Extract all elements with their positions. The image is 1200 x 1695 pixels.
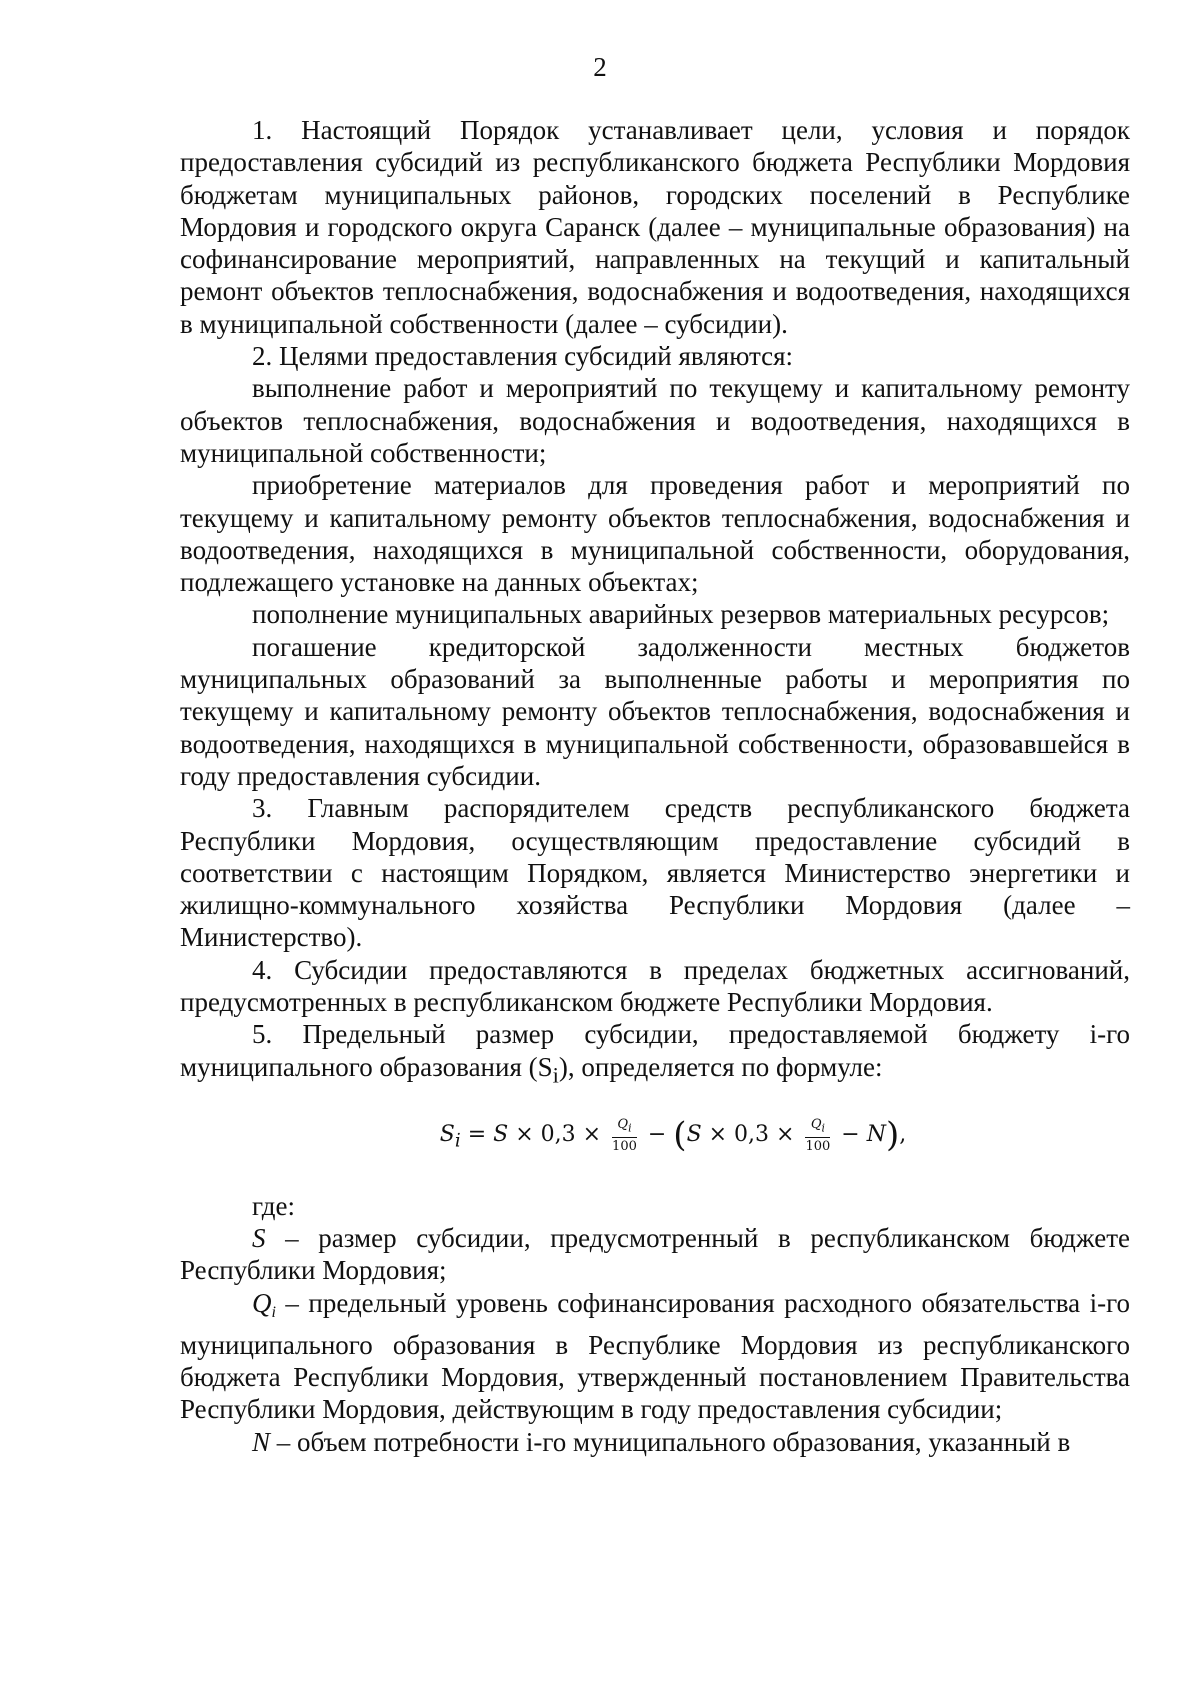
fraction-2-numerator bbox=[805, 1117, 830, 1138]
definition-q bbox=[180, 1287, 1130, 1426]
paragraph-3: 3. Главным распорядителем средств республиканского бюджета Республики Мордовия, осуществляющим предоставление субсидий в соответствии с настоящим Порядком, является Министерство энергетики и жилищно-коммунального хозяйства Республики Мордовия (далее – Министерство). bbox=[180, 793, 1130, 953]
formula-lhs: S bbox=[439, 1122, 455, 1148]
where-label: где: bbox=[252, 1190, 295, 1221]
formula-s-2: S bbox=[686, 1122, 702, 1148]
fraction-1-q: Q bbox=[617, 1117, 629, 1132]
formula-n: N bbox=[866, 1122, 886, 1148]
formula-lhs-subscript: i bbox=[454, 1130, 461, 1152]
fraction-1-denominator: 100 bbox=[612, 1138, 637, 1154]
paragraph-4: 4. Субсидии предоставляются в пределах бюджетных ассигнований, предусмотренных в республиканском бюджете Республики Мордовия. bbox=[180, 954, 1130, 1018]
formula-coef-2: × 0,3 × bbox=[701, 1122, 802, 1148]
paragraph-2-item-4: погашение кредиторской задолженности местных бюджетов муниципальных образований за выполненные работы и мероприятия по текущему и капитальному ремонту объектов теплоснабжения, водоснабжения и водоотведения, находящихся в муниципальной собственности, образовавшейся в году предоставления субсидии. bbox=[180, 631, 1130, 791]
formula-minus-2: − bbox=[834, 1122, 867, 1148]
paragraph-2: 2. Целями предоставления субсидий являются: bbox=[252, 341, 794, 372]
definition-n-text: – объем потребности i-го муниципального образования, указанный в bbox=[270, 1426, 1071, 1457]
paragraph-2-item-1: выполнение работ и мероприятий по текущему и капитальному ремонту объектов теплоснабжения, водоснабжения и водоотведения, находящихся в муниципальной собственности; bbox=[180, 373, 1130, 468]
paragraph-1: 1. Настоящий Порядок устанавливает цели, условия и порядок предоставления субсидий из республиканского бюджета Республики Мордовия бюджетам муниципальных районов, городских поселений в Республике Мордовия и городского округа Саранск (далее – муниципальные образования) на софинансирование мероприятий, направленных на текущий и капитальный ремонт объектов теплоснабжения, водоснабжения и водоотведения, находящихся в муниципальной собственности (далее – субсидии). bbox=[180, 115, 1130, 339]
paragraph-5-text-a: 5. Предельный размер субсидии, предоставляемой бюджету i-го муниципального образования (S bbox=[180, 1019, 1130, 1082]
formula-coef-1: × 0,3 × bbox=[508, 1122, 609, 1148]
page-number: 2 bbox=[593, 52, 607, 82]
fraction-1-numerator bbox=[612, 1117, 637, 1138]
definition-s-text: – размер субсидии, предусмотренный в республиканском бюджете Республики Мордовия; bbox=[180, 1222, 1130, 1286]
subsidy-formula bbox=[180, 1115, 1130, 1161]
definition-s bbox=[180, 1222, 1130, 1287]
document-body bbox=[180, 114, 1130, 1458]
formula-s-1: S bbox=[493, 1122, 509, 1148]
formula-open-paren: ( bbox=[673, 1115, 687, 1156]
fraction-2-q: Q bbox=[810, 1117, 822, 1132]
formula-tail: , bbox=[899, 1122, 907, 1148]
paragraph-2-item-2: приобретение материалов для проведения работ и мероприятий по текущему и капитальному ремонту объектов теплоснабжения, водоснабжения и водоотведения, находящихся в муниципальной собственности, оборудования, подлежащего установке на данных объектах; bbox=[180, 470, 1130, 598]
paragraph-5-text-b: ), определяется по формуле: bbox=[558, 1051, 883, 1082]
formula-fraction-2 bbox=[805, 1117, 830, 1154]
paragraph-2-item-3: пополнение муниципальных аварийных резервов материальных ресурсов; bbox=[252, 599, 1110, 630]
formula-equals: = bbox=[460, 1122, 494, 1148]
definition-q-subscript: i bbox=[271, 1303, 276, 1321]
definition-s-symbol: S bbox=[252, 1222, 266, 1253]
formula-minus-1: − bbox=[640, 1122, 674, 1148]
fraction-1-q-subscript: i bbox=[628, 1121, 632, 1135]
formula-fraction-1 bbox=[612, 1117, 637, 1154]
definition-q-symbol: Q bbox=[252, 1287, 272, 1318]
paragraph-5 bbox=[180, 1018, 1130, 1091]
definition-n-symbol: N bbox=[252, 1426, 271, 1457]
fraction-2-denominator: 100 bbox=[805, 1138, 831, 1154]
definition-n bbox=[180, 1426, 1130, 1458]
definition-q-text: – предельный уровень софинансирования расходного обязательства i-го муниципального образования в Республике Мордовия из республиканского бюджета Республики Мордовия, утвержденный постановлением Правительства Республики Мордовия, действующим в году предоставления субсидии; bbox=[180, 1287, 1130, 1425]
paragraph-5-subscript: i bbox=[552, 1062, 559, 1087]
formula-close-paren: ) bbox=[885, 1115, 900, 1156]
fraction-2-q-subscript: i bbox=[821, 1121, 825, 1135]
